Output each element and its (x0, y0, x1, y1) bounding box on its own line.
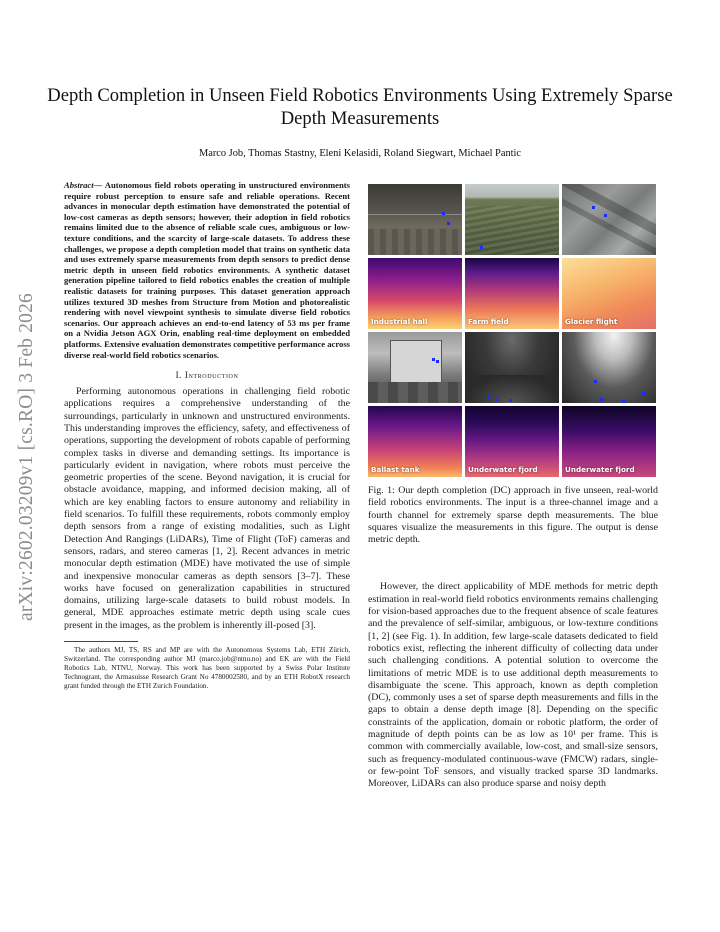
figure-depth-underwater-fjord-2 (562, 406, 656, 477)
figure-depth-farm-field (465, 258, 559, 329)
arxiv-identifier-text: arXiv:2602.03209v1 [cs.RO] 3 Feb 2026 (16, 292, 38, 622)
figure-label: Underwater fjord (565, 465, 635, 474)
figure-depth-industrial-hall (368, 258, 462, 329)
figure-image-farm-field-rgb (465, 184, 559, 255)
paper-title: Depth Completion in Unseen Field Robotics Environments Using Extremely Sparse Depth Measurements (47, 85, 673, 129)
depth-sample-marker (480, 246, 483, 249)
figure-image-underwater-fjord-rgb-2 (562, 332, 656, 403)
footnote-rule (64, 641, 138, 642)
figure-caption: Fig. 1: Our depth completion (DC) approach in five unseen, real-world field robotics environments. The input is a three-channel image and a fourth channel for extremely sparse depth measurements. The blue squares visualize the measurements in this figure. The output is dense metric depth. (368, 485, 658, 546)
figure-image-industrial-hall-rgb (368, 184, 462, 255)
depth-sample-marker (436, 360, 439, 363)
depth-sample-marker (622, 400, 625, 403)
figure-label: Glacier flight (565, 317, 618, 326)
figure-depth-ballast-tank (368, 406, 462, 477)
figure-image-ballast-tank-rgb (368, 332, 462, 403)
depth-sample-marker (487, 396, 490, 399)
arxiv-identifier (14, 262, 40, 652)
depth-sample-marker (432, 358, 435, 361)
depth-sample-marker (642, 392, 645, 395)
footnote: The authors MJ, TS, RS and MP are with the Autonomous Systems Lab, ETH Zürich, Switzerland. The corresponding author MJ (marco.job@ntnu.no) and EK are with the Field Robotics Lab, NTNU, Norway. This work has been supported by a Swiss Polar Institute Technogrant, the Armasuisse Research Grant No 4780002580, and by an ETH RobotX research grant funded through the ETH Zurich Foundation. (64, 646, 350, 690)
figure-depth-glacier-flight (562, 258, 656, 329)
depth-sample-marker (509, 399, 512, 402)
left-column (64, 180, 350, 691)
figure-label: Industrial hall (371, 317, 428, 326)
depth-sample-marker (495, 398, 498, 401)
depth-sample-marker (600, 398, 603, 401)
right-column (368, 184, 658, 791)
abstract-dash: — (93, 180, 105, 190)
abstract-heading: Abstract (64, 180, 94, 190)
depth-sample-marker (594, 380, 597, 383)
figure-1 (368, 184, 656, 477)
intro-paragraph: Performing autonomous operations in challenging field robotic applications requires a comprehensive understanding of the surroundings, particularly in unknown and unstructured environments. This understanding improves the efficiency, safety, and effectiveness of operations, supporting the development of robots capable of performing complex tasks in diverse and demanding settings. Its importance is particularly evident in navigation, where robots must perceive the geometric properties of the scene. Beyond navigation, it is crucial for obstacle avoidance, mapping, and informed decision making, all of which are key enabling factors to ensure autonomy and reliability in field scenarios. To fulfill these requirements, robots commonly employ depth sensors from a range of existing modalities, such as Light Detection And Rangings (LiDARs), Time of Flight (ToF) cameras and sensors, radars, and stereo cameras [1, 2]. Recent advances in metric monocular depth estimation (MDE) have motivated the use of simple and inexpensive monocular cameras as depth sensors [3–7]. These works have focused on generalization capabilities in structured domains, utilizing large-scale datasets to build robust models. In general, MDE approaches estimate metric depth using scale cues present in the images, as the problem is inherently ill-posed [3]. (64, 386, 350, 631)
figure-image-glacier-flight-rgb (562, 184, 656, 255)
figure-label: Ballast tank (371, 465, 420, 474)
depth-sample-marker (604, 214, 607, 217)
abstract (64, 180, 350, 360)
figure-depth-underwater-fjord (465, 406, 559, 477)
author-list: Marco Job, Thomas Stastny, Eleni Kelasidi, Roland Siegwart, Michael Pantic (198, 148, 522, 159)
section-heading-introduction: I. Introduction (175, 370, 239, 381)
depth-sample-marker (447, 222, 450, 225)
figure-label: Underwater fjord (468, 465, 538, 474)
right-paragraph: However, the direct applicability of MDE methods for metric depth estimation in real-world field robotics environments remains challenging for vision-based approaches due to the frequent absence of scale features and the prevalence of self-similar, ambiguous, or low-texture conditions [1, 2] (see Fig. 1). In addition, few large-scale datasets dedicated to field robotics exist, reflecting the inherent difficulty of collecting data under such challenging conditions. A potential solution to overcome the limitations of metric MDE is to use additional depth measurements to disambiguate the scene. This approach, known as depth completion (DC), commonly uses a set of sparse depth measurements and fills in the gaps to obtain a dense depth image [8]. Depending on the specific constraints of the application, domain or robotic platform, the order of magnitude of depth points can be as low as 10¹ per frame. This is common with commercially available, low-cost, and small-size sensors, such as frequency-modulated continuous-wave (FMCW) radars, single- or few-point ToF sensors, and visually tracked sparse 3D landmarks. Moreover, LiDARs can also produce sparse and noisy depth (368, 581, 658, 790)
depth-sample-marker (442, 212, 445, 215)
depth-sample-marker (592, 206, 595, 209)
abstract-text: Autonomous field robots operating in unstructured environments require robust perception to ensure safe and reliable operations. Recent advances in monocular depth estimation have demonstrated the potential of low-cost cameras as depth sensors; however, their adoption in field robotics remains limited due to the absence of reliable scale cues, ambiguous or low-texture conditions, and the scarcity of large-scale datasets. To address these challenges, we propose a depth completion model that trains on synthetic data and uses extremely sparse measurements from depth sensors to predict dense metric depth in unseen field robotics environments. A synthetic dataset generation pipeline tailored to field robotics enables the creation of multiple realistic datasets for training purposes. This dataset generation approach utilizes textured 3D meshes from Structure from Motion and photorealistic rendering with novel viewpoint synthesis to simulate diverse field robotics scenarios. Our approach achieves an end-to-end latency of 53 ms per frame on a Nvidia Jetson AGX Orin, enabling real-time deployment on embedded platforms. Extensive evaluation demonstrates competitive performance across diverse real-world field robotics scenarios. (64, 180, 351, 360)
figure-label: Farm field (468, 317, 509, 326)
figure-image-underwater-fjord-rgb (465, 332, 559, 403)
